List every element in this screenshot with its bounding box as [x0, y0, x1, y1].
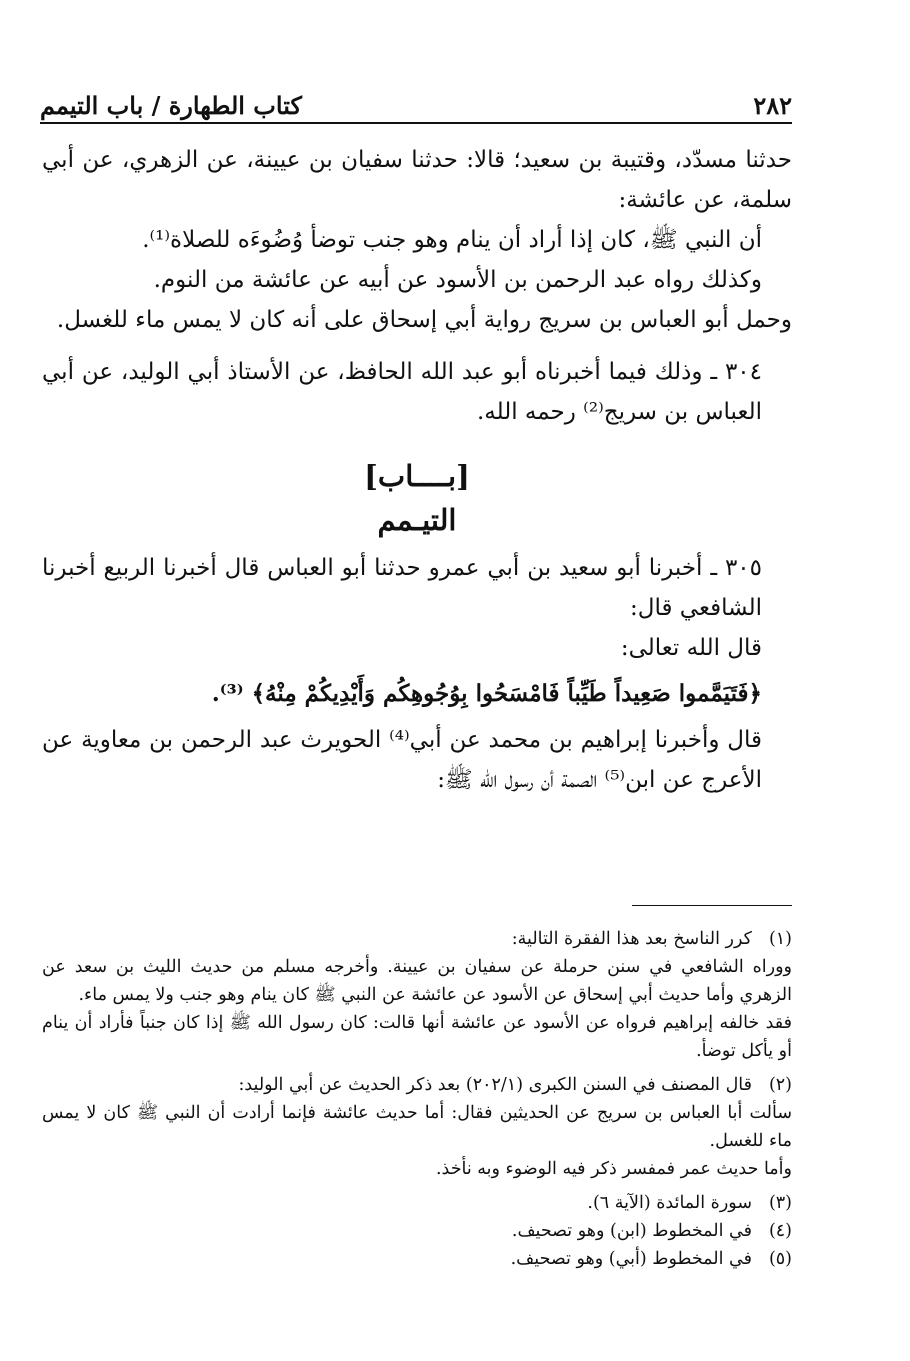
chapter-heading: [بــــاب]	[364, 459, 470, 493]
header-rule	[40, 122, 792, 124]
footnotes	[42, 925, 792, 1273]
main-text	[42, 140, 792, 800]
footnote-4	[42, 1217, 792, 1245]
footnote-line: قال المصنف في السنن الكبرى (٢٠٢/١) بعد ذكر الحديث عن أبي الوليد:	[238, 1075, 752, 1095]
hadith-304: ٣٠٤ ـ وذلك فيما أخبرناه أبو عبد الله الحافظ، عن الأستاذ أبي الوليد، عن أبي العباس بن سريج⁽²⁾ رحمه الله.	[42, 359, 762, 425]
footnote-line: وأما حديث عمر فمفسر ذكر فيه الوضوء وبه نأخذ.	[435, 1159, 792, 1179]
footnote-number: (٢)	[768, 1075, 792, 1095]
footnote-1	[42, 925, 792, 953]
footnote-line: في المخطوط (ابن) وهو تصحيف.	[511, 1221, 752, 1241]
running-title: كتاب الطهارة / باب التيمم	[40, 91, 302, 120]
footnote-3	[42, 1189, 792, 1217]
page-header	[40, 80, 792, 120]
chapter-title: التيـمم	[377, 503, 457, 537]
footnote-line: فقد خالفه إبراهيم فرواه عن الأسود عن عائشة أنها قالت: كان رسول الله ﷺ إذا كان جنباً فأراد أن ينام أو يأكل توضأ.	[42, 1013, 792, 1061]
quran-verse: ﴿فَتَيَمَّموا صَعِيداً طَيِّباً فَامْسَحُوا بِوُجُوهِكُم وَأَيْدِيكُمْ مِنْهُ﴾ ⁽³⁾.	[211, 680, 762, 707]
footnote-number: (٥)	[768, 1249, 792, 1269]
paragraph: قال الله تعالى:	[620, 635, 762, 661]
footnote-line: سورة المائدة (الآية ٦).	[587, 1193, 752, 1213]
footnote-2	[42, 1071, 792, 1099]
footnote-line: سألت أبا العباس بن سريج عن الحديثين فقال: أما حديث عائشة فإنما أرادت أن النبي ﷺ كان لا يمس ماء للغسل.	[42, 1103, 792, 1151]
footnote-line: ووراه الشافعي في سنن حرملة عن سفيان بن عيينة. وأخرجه مسلم من حديث الليث بن سعد عن الزهري وأما حديث أبي إسحاق عن الأسود عن عائشة عن النبي ﷺ كان ينام وهو جنب ولا يمس ماء.	[42, 957, 792, 1005]
footnote-rule	[632, 905, 792, 906]
footnote-number: (٣)	[768, 1193, 792, 1213]
footnote-number: (٤)	[768, 1221, 792, 1241]
paragraph: وحمل أبو العباس بن سريج رواية أبي إسحاق على أنه كان لا يمس ماء للغسل.	[56, 307, 792, 333]
footnote-line: في المخطوط (أبي) وهو تصحيف.	[510, 1249, 752, 1269]
paragraph: حدثنا مسدّد، وقتيبة بن سعيد؛ قالا: حدثنا سفيان بن عيينة، عن الزهري، عن أبي سلمة، عن عائشة:	[42, 147, 792, 213]
footnote-line: كرر الناسخ بعد هذا الفقرة التالية:	[511, 929, 752, 949]
paragraph: وكذلك رواه عبد الرحمن بن الأسود عن أبيه عن عائشة من النوم.	[153, 267, 762, 293]
footnote-5	[42, 1245, 792, 1273]
hadith-text: أن النبي ﷺ، كان إذا أراد أن ينام وهو جنب توضأ وُضُوءَه للصلاة⁽¹⁾.	[142, 227, 762, 253]
footnote-number: (١)	[768, 929, 792, 949]
hadith-305: ٣٠٥ ـ أخبرنا أبو سعيد بن أبي عمرو حدثنا أبو العباس قال أخبرنا الربيع أخبرنا الشافعي قال:	[42, 555, 762, 621]
page-number: ٢٨٢	[753, 91, 792, 120]
paragraph: قال وأخبرنا إبراهيم بن محمد عن أبي⁽⁴⁾ الحويرث عبد الرحمن بن معاوية عن الأعرج عن ابن⁽⁵⁾ الصمة أن رسول الله ﷺ:	[42, 727, 762, 793]
